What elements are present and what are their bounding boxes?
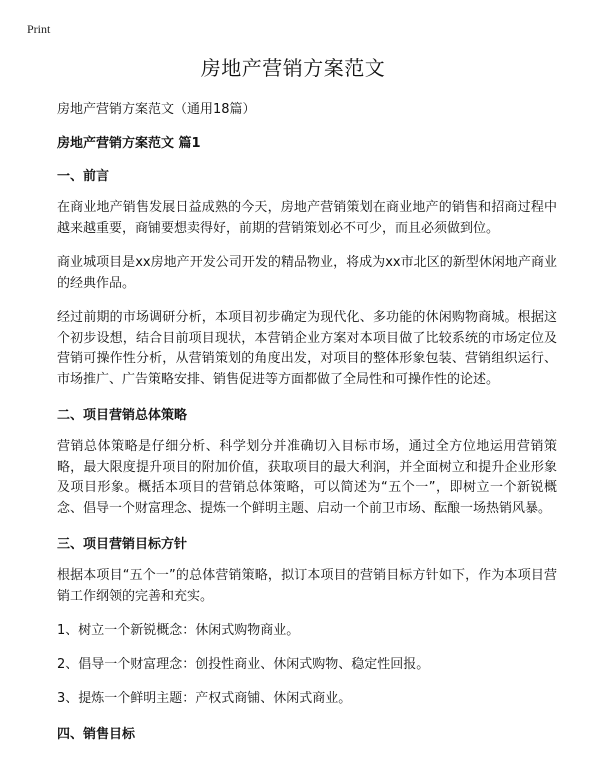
- article-heading: 房地产营销方案范文 篇1: [57, 136, 201, 151]
- list-item: 2、倡导一个财富理念：创投性商业、休闲式购物、稳定性回报。: [57, 657, 430, 672]
- document-subtitle: 房地产营销方案范文（通用18篇）: [57, 102, 256, 117]
- paragraph: 营销总体策略是仔细分析、科学划分并准确切入目标市场，通过全方位地运用营销策略，最大限度提升项目的附加价值，获取项目的最大利润，并全面树立和提升企业形象及项目形象。概括本项目的营销总体策略，可以简述为“五个一”，即树立一个新锐概念、倡导一个财富理念、提炼一个鲜明主题、启动一个前卫市场、酝酿一场热销风暴。: [57, 439, 557, 516]
- section-heading-overall-strategy: 二、项目营销总体策略: [57, 408, 188, 423]
- list-item: 3、提炼一个鲜明主题：产权式商铺、休闲式商业。: [57, 691, 352, 706]
- section-heading-target-policy: 三、项目营销目标方针: [57, 537, 188, 552]
- paragraph: 根据本项目“五个一”的总体营销策略，拟订本项目的营销目标方针如下，作为本项目营销工作纲领的完善和充实。: [57, 568, 557, 604]
- section-heading-preface: 一、前言: [57, 169, 110, 184]
- paragraph: 经过前期的市场调研分析，本项目初步确定为现代化、多功能的休闲购物商城。根据这个初步设想，结合目前项目现状，本营销企业方案对本项目做了比较系统的市场定位及营销可操作性分析，从营销策划的角度出发，对项目的整体形象包装、营销组织运行、市场推广、广告策略安排、销售促进等方面都做了全局性和可操作性的论述。: [57, 310, 557, 387]
- paragraph: 在商业地产销售发展日益成熟的今天，房地产营销策划在商业地产的销售和招商过程中越来越重要，商铺要想卖得好，前期的营销策划必不可少，而且必须做到位。: [57, 200, 557, 236]
- section-heading-sales-target: 四、销售目标: [57, 727, 136, 742]
- document-title: 房地产营销方案范文: [200, 56, 386, 80]
- document-body: [57, 52, 557, 756]
- list-item: 1、树立一个新锐概念：休闲式购物商业。: [57, 623, 300, 638]
- print-label: Print: [27, 22, 51, 36]
- paragraph: 商业城项目是xx房地产开发公司开发的精品物业，将成为xx市北区的新型休闲地产商业的经典作品。: [57, 255, 557, 291]
